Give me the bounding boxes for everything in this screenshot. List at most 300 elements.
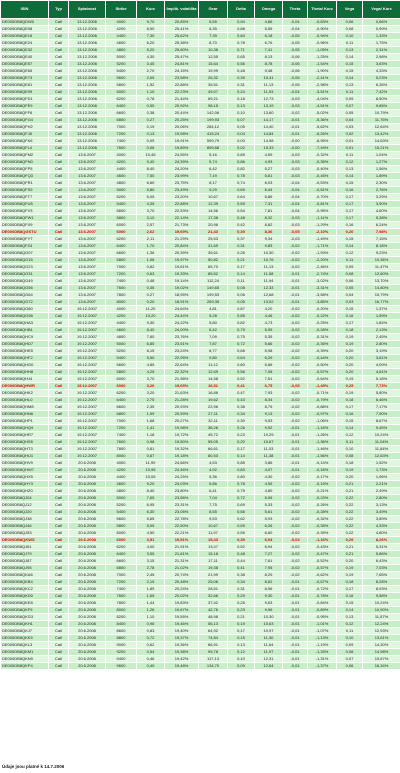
table-cell: -0,02 [283,565,308,572]
table-cell: DE000DB8QKA6 [1,572,49,579]
table-cell: 19,18% [165,453,199,460]
table-cell: DE000DB8QFU5 [1,201,49,208]
table-cell: Call [49,572,69,579]
table-cell: 0,01 [337,138,363,145]
table-cell: 0,94 [228,19,255,26]
table-cell: DE000DB8QG56 [1,285,49,292]
table-cell: 0,20 [337,355,363,362]
table-cell: 0,11 [228,278,255,285]
table-cell: 5400 [106,68,137,75]
table-row [1,187,400,194]
table-cell: DE000DB8QJ87 [1,558,49,565]
table-cell: -0,01 [283,467,308,474]
table-cell: 7,27 [255,551,283,558]
table-cell: 16,77% [363,299,400,306]
table-cell: 25,41% [165,26,199,33]
table-cell: -0,00 [283,138,308,145]
table-cell: 10,67 [199,194,228,201]
table-cell: DE000DB8QE40 [1,54,49,61]
table-row [1,243,400,250]
table-cell: 24,55% [165,152,199,159]
table-cell: -0,03 [283,96,308,103]
table-cell: DE000DB8QHT3 [1,446,49,453]
table-cell: 6800 [106,257,137,264]
table-cell: 0,54 [228,208,255,215]
table-cell: 19.12.2007 [69,439,106,446]
table-cell: 4,50 [137,530,165,537]
table-cell: 8800 [106,635,137,642]
table-cell: 19,14% [165,278,199,285]
table-cell: -0,03 [283,215,308,222]
table-row [1,194,400,201]
table-cell: 6800 [106,117,137,124]
table-cell: 5,27 [255,166,283,173]
table-row [1,89,400,96]
table-row [1,544,400,551]
table-cell: 6600 [106,404,137,411]
header-type: Typ [49,1,69,19]
table-cell: -0,40% [308,166,337,173]
table-cell: -0,01 [283,285,308,292]
table-cell: 5,35 [255,334,283,341]
table-cell: Call [49,579,69,586]
table-cell: 4400 [106,33,137,40]
table-cell: 69,21 [199,96,228,103]
table-cell: 13.6.2007 [69,292,106,299]
table-cell: Call [49,26,69,33]
table-cell: 7,75 [199,502,228,509]
table-cell: -0,57% [308,369,337,376]
table-cell: -0,02 [283,404,308,411]
table-cell: 19.12.2007 [69,306,106,313]
table-cell: 20.6.2008 [69,593,106,600]
table-cell: DE000DB8QJ53 [1,530,49,537]
table-cell: 0,34 [228,579,255,586]
table-cell: Call [49,565,69,572]
table-cell: DE000DB8QFX9 [1,222,49,229]
table-cell: 20.6.2008 [69,656,106,663]
table-cell: -0,05 [283,33,308,40]
table-cell: 6,46% [363,397,400,404]
table-row [1,54,400,61]
table-cell: 0,19 [337,390,363,397]
table-cell: 6200 [106,96,137,103]
table-cell: 13.6.2007 [69,222,106,229]
table-cell: 20.6.2008 [69,544,106,551]
table-cell: 15,21% [363,145,400,152]
table-cell: 0,22 [337,495,363,502]
header-theta: Theta [283,1,308,19]
table-cell: 6,60 [137,180,165,187]
table-cell: 8,40 [137,166,165,173]
table-row [1,642,400,649]
table-row [1,236,400,243]
table-cell: 1,37% [363,306,400,313]
table-cell: 7200 [106,425,137,432]
table-cell: 12,55 [199,54,228,61]
table-cell: DE000DB8QGSTU [1,229,49,236]
table-cell: 0,25 [337,383,363,390]
table-cell: 2,80% [363,341,400,348]
table-cell: -0,01 [283,425,308,432]
table-cell: Call [49,621,69,628]
table-cell: 12,33 [255,285,283,292]
table-cell: 0,64 [228,355,255,362]
table-cell: 24,25% [165,474,199,481]
table-cell: Call [49,369,69,376]
table-cell: 20,93% [165,404,199,411]
table-cell: 21,31% [165,558,199,565]
table-cell: 8000 [106,607,137,614]
table-cell: -0,04 [283,194,308,201]
table-cell: 12,93% [363,628,400,635]
table-cell: 0,08 [337,453,363,460]
table-cell: DE000DB8QHH8 [1,369,49,376]
table-row [1,614,400,621]
table-cell: Call [49,432,69,439]
table-cell: 5800 [106,523,137,530]
table-cell: 23,24% [165,348,199,355]
table-cell: Call [49,215,69,222]
table-cell: -5,02% [308,110,337,117]
table-cell: 13.6.2007 [69,264,106,271]
table-cell: 20.6.2008 [69,649,106,656]
table-cell: 0,59 [228,523,255,530]
table-row [1,453,400,460]
table-cell: 35,51 [199,82,228,89]
table-cell: 5600 [106,362,137,369]
table-cell: 0,48 [137,278,165,285]
table-cell: 0,17 [337,201,363,208]
table-cell: -0,02 [283,523,308,530]
table-cell: 5,93 [255,516,283,523]
table-cell: 20,59% [165,411,199,418]
table-cell: -1,16% [308,537,337,544]
table-cell: 4200 [106,26,137,33]
table-cell: 7,19 [199,173,228,180]
table-cell: 19,65% [165,383,199,390]
table-row [1,229,400,236]
table-cell: 1,68 [137,418,165,425]
table-cell: 21,44% [165,96,199,103]
table-cell: DE000DB8QJ79 [1,551,49,558]
table-cell: Call [49,628,69,635]
table-cell: 19.12.2007 [69,432,106,439]
table-cell: Call [49,607,69,614]
table-cell: DE000DB8QHF2 [1,355,49,362]
table-cell: 19,69% [165,229,199,236]
table-cell: 19,61% [165,264,199,271]
table-row [1,145,400,152]
table-cell: 6,42 [199,166,228,173]
table-cell: -0,35% [308,159,337,166]
validity-footnote: Údaje jsou platné k 14.7.2006 [2,764,65,769]
table-cell: 0,15 [228,635,255,642]
table-cell: 20,85% [165,19,199,26]
table-cell: 6400 [106,103,137,110]
table-row [1,649,400,656]
table-cell: 0,42 [228,222,255,229]
table-cell: 0,72 [228,495,255,502]
table-cell: DE000DB8QG64 [1,292,49,299]
table-cell: DE000DB8QFJ8 [1,131,49,138]
table-cell: 8,18% [363,243,400,250]
table-cell: -0,95% [308,208,337,215]
table-cell: -0,02 [283,313,308,320]
table-cell: -0,01 [283,663,308,670]
table-cell: Call [49,348,69,355]
table-cell: 4800 [106,47,137,54]
table-cell: 0,11 [337,89,363,96]
table-cell: 6,66 [255,362,283,369]
table-row [1,383,400,390]
table-cell: 6,26 [255,523,283,530]
table-cell: Call [49,110,69,117]
table-cell: 11,12 [199,362,228,369]
table-cell: 20.6.2008 [69,523,106,530]
table-cell: 2,45% [363,334,400,341]
table-cell: 0,88 [228,26,255,33]
table-cell: 7,30 [137,33,165,40]
table-cell: 2,80% [363,495,400,502]
table-row [1,586,400,593]
table-cell: -0,01 [283,460,308,467]
table-cell: DE000DB8QFT7 [1,194,49,201]
table-cell: -0,03 [283,222,308,229]
table-cell: 0,15 [337,68,363,75]
table-cell: 10,20 [137,313,165,320]
table-cell: 7,39 [199,33,228,40]
table-cell: -0,02 [283,376,308,383]
table-cell: 0,21 [228,257,255,264]
table-cell: 20,44% [165,110,199,117]
table-cell: 19.12.2007 [69,397,106,404]
table-row [1,404,400,411]
table-cell: Call [49,180,69,187]
table-cell: 12,64 [255,663,283,670]
table-cell: 13.6.2007 [69,166,106,173]
table-cell: 1,84% [363,320,400,327]
table-cell: -0,22% [308,313,337,320]
table-cell: 0,20 [337,558,363,565]
header-vega-per-price: Vega/ Kurz [363,1,400,19]
table-cell: DE000DB8QJ04 [1,495,49,502]
table-cell: 24,44% [165,313,199,320]
table-cell: 3,55 [137,551,165,558]
table-cell: Call [49,530,69,537]
table-cell: 0,21 [337,551,363,558]
table-cell: 5600 [106,75,137,82]
table-cell: 0,67 [137,453,165,460]
table-cell: 0,10 [337,446,363,453]
table-cell: -0,45% [308,173,337,180]
table-cell: 13.6.2007 [69,208,106,215]
table-cell: 0,85 [228,313,255,320]
table-row [1,537,400,544]
table-cell: 0,46 [137,656,165,663]
table-cell: -1,45% [308,383,337,390]
table-cell: 25,53 [199,236,228,243]
table-cell: 0,80 [228,474,255,481]
table-cell: 0,47 [228,390,255,397]
table-cell: 5,55 [199,19,228,26]
table-row [1,572,400,579]
table-cell: DE000DB8QFZ4 [1,243,49,250]
table-cell: 9,13 [255,411,283,418]
table-cell: 0,21 [337,488,363,495]
table-cell: 8,67% [363,418,400,425]
table-cell: 0,29 [228,593,255,600]
table-cell: 0,16 [337,411,363,418]
table-row [1,628,400,635]
table-cell: 20.6.2008 [69,460,106,467]
table-cell: 8,77 [199,348,228,355]
table-cell: 19.12.2007 [69,369,106,376]
table-cell: DE000DB8QE99 [1,89,49,96]
table-cell: Call [49,327,69,334]
table-cell: -0,50% [308,362,337,369]
table-cell: 10,41 [255,75,283,82]
table-cell: Call [49,278,69,285]
table-cell: 0,82 [137,264,165,271]
table-cell: -1,06% [308,418,337,425]
table-cell: 0,20 [228,439,255,446]
table-cell: 6,86 [255,194,283,201]
table-cell: 14,63% [363,138,400,145]
table-cell: 15,18 [199,551,228,558]
table-cell: -0,88% [308,404,337,411]
table-cell: 8000 [106,453,137,460]
table-cell: 6,35% [363,82,400,89]
table-cell: 17,38 [199,215,228,222]
table-cell: 13.6.2007 [69,250,106,257]
table-cell: 24,00% [165,327,199,334]
table-cell: 0,14 [337,607,363,614]
table-cell: 5000 [106,341,137,348]
table-cell: Call [49,285,69,292]
table-cell: 19.12.2007 [69,446,106,453]
table-cell: -0,01 [283,628,308,635]
table-cell: 4800 [106,334,137,341]
table-cell: 13.12.2006 [69,131,106,138]
table-cell: 0,16 [337,222,363,229]
table-cell: 0,17 [228,264,255,271]
table-cell: 19.12.2007 [69,348,106,355]
table-row [1,516,400,523]
table-cell: 9200 [106,649,137,656]
table-cell: 10,95 [137,467,165,474]
table-cell: 23,58% [165,75,199,82]
table-cell: 0,26 [228,425,255,432]
table-cell: 14,56 [199,208,228,215]
table-cell: -0,47% [308,551,337,558]
table-cell: 9,83 [255,243,283,250]
table-cell: -3,51% [308,89,337,96]
table-cell: 0,74 [228,180,255,187]
table-cell: 25,62% [165,33,199,40]
table-row [1,152,400,159]
table-cell: 13.6.2007 [69,278,106,285]
table-cell: 5400 [106,201,137,208]
table-cell: 20.6.2008 [69,614,106,621]
table-cell: 20.6.2008 [69,474,106,481]
table-cell: 0,13 [228,103,255,110]
table-cell: 1,27% [363,159,400,166]
table-cell: -0,03 [283,152,308,159]
table-cell: 22,96 [199,404,228,411]
table-cell: 6,94 [255,544,283,551]
table-cell: -0,02 [283,516,308,523]
table-cell: 3,70 [137,208,165,215]
table-cell: 0,65 [228,54,255,61]
table-cell: 0,19 [228,621,255,628]
table-cell: -0,21% [308,488,337,495]
table-cell: DE000DB8QHM8 [1,404,49,411]
table-cell: 19.12.2007 [69,341,106,348]
table-cell: 7,15% [363,236,400,243]
table-cell: 0,60 [228,362,255,369]
table-cell: 11,84% [363,446,400,453]
table-cell: 4,25 [137,369,165,376]
table-cell: 1,06 [137,257,165,264]
table-cell: 0,69 [228,502,255,509]
table-cell: 3,13% [363,502,400,509]
table-cell: -0,17% [308,474,337,481]
table-cell: Call [49,558,69,565]
table-cell: 7,93 [255,390,283,397]
table-cell: 9,48 [255,68,283,75]
table-cell: DE000DB8QHA3 [1,320,49,327]
table-cell: 20,96 [199,222,228,229]
table-cell: 0,72 [228,341,255,348]
table-cell: -0,05 [283,82,308,89]
table-cell: 0,06 [228,292,255,299]
table-cell: 66,61 [199,446,228,453]
table-cell: 20.6.2008 [69,628,106,635]
table-cell: 0,26 [228,250,255,257]
table-cell: 5,98 [255,348,283,355]
table-cell: 0,20 [137,299,165,306]
table-cell: -0,01 [283,635,308,642]
table-cell: DE000DB8QHL0 [1,397,49,404]
table-row [1,33,400,40]
table-cell: 4,80 [255,488,283,495]
table-cell: 0,85 [228,460,255,467]
table-cell: 19.12.2007 [69,383,106,390]
table-cell: 20.6.2008 [69,516,106,523]
table-cell: Call [49,439,69,446]
table-cell: 13.6.2007 [69,187,106,194]
table-cell: -0,05 [283,383,308,390]
table-cell: 19.12.2007 [69,425,106,432]
table-cell: 0,20 [337,369,363,376]
table-cell: 0,23 [228,432,255,439]
table-cell: 13.12.2006 [69,124,106,131]
table-cell: 0,15 [337,236,363,243]
table-cell: 0,07 [337,103,363,110]
table-cell: -0,05 [283,229,308,236]
table-cell: -0,28% [308,327,337,334]
table-cell: DE000DB8QKP4 [1,663,49,670]
table-cell: 4,61% [363,369,400,376]
table-cell: -0,61% [308,187,337,194]
table-row [1,117,400,124]
table-cell: -0,39% [308,530,337,537]
table-row [1,306,400,313]
table-cell: -0,04 [283,26,308,33]
table-cell: -0,02 [283,572,308,579]
table-cell: 1,10 [137,89,165,96]
